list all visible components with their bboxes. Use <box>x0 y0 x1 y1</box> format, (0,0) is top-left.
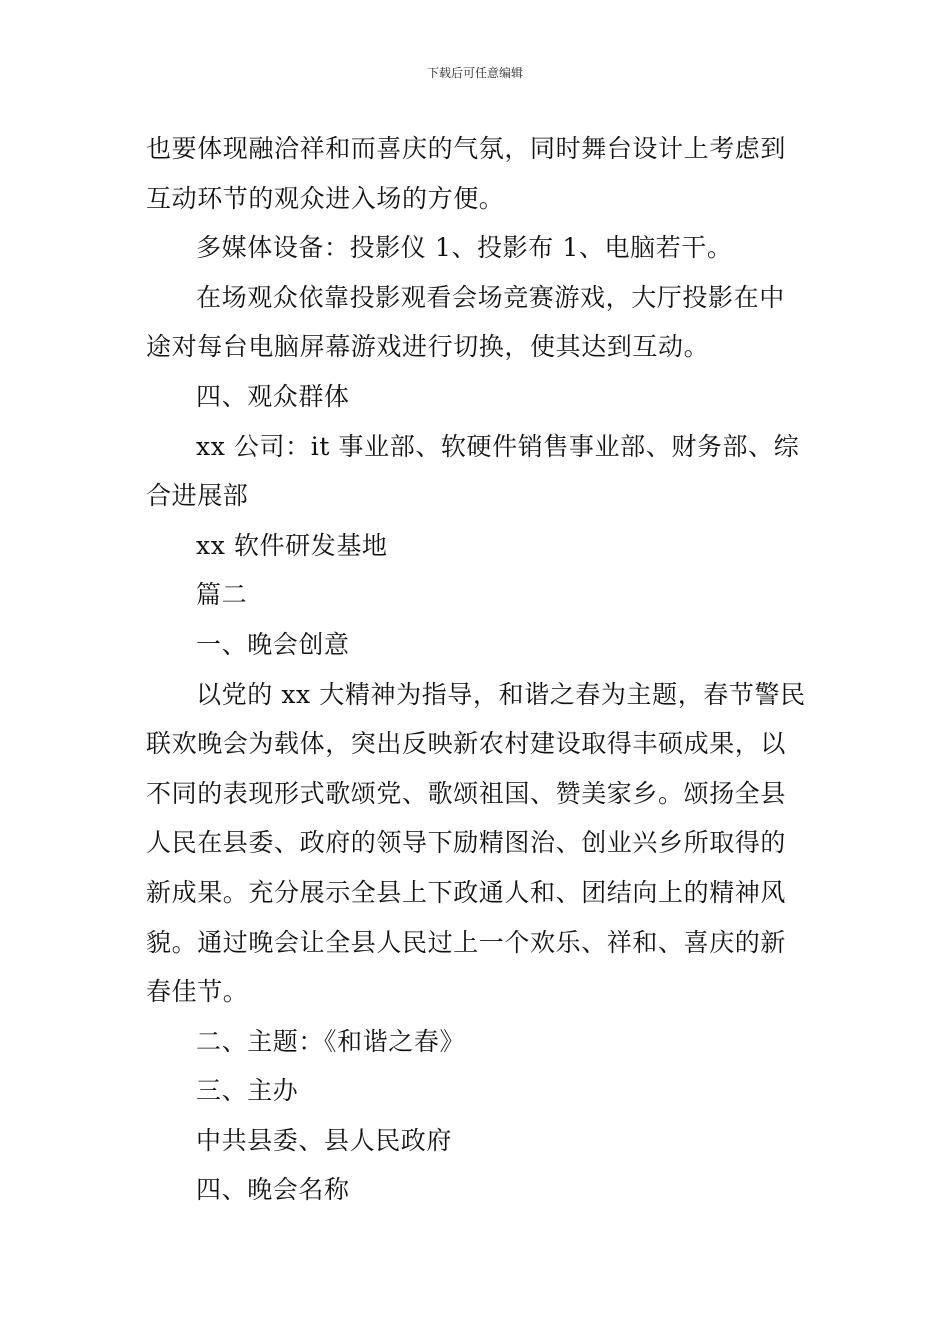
text-line: 以党的 xx 大精神为指导，和谐之春为主题，春节警民 <box>196 679 806 709</box>
section-heading: 三、主办 <box>196 1076 299 1106</box>
text-line: 新成果。充分展示全县上下政通人和、团结向上的精神风 <box>146 877 787 907</box>
text-line: xx 公司：it 事业部、软硬件销售事业部、财务部、综 <box>196 431 800 461</box>
text-line: 貌。通过晚会让全县人民过上一个欢乐、祥和、喜庆的新 <box>146 927 787 957</box>
document-body <box>146 124 806 1215</box>
text-line: 多媒体设备：投影仪 1、投影布 1、电脑若干。 <box>196 233 733 263</box>
page-header: 下载后可任意编辑 <box>426 66 523 80</box>
text-line: 在场观众依靠投影观看会场竞赛游戏，大厅投影在中 <box>196 282 785 312</box>
text-line: 春佳节。 <box>146 977 249 1007</box>
text-line: 也要体现融洽祥和而喜庆的气氛，同时舞台设计上考虑到 <box>146 134 787 163</box>
section-heading: 二、主题：《和谐之春》 <box>196 1026 466 1056</box>
text-line: 途对每台电脑屏幕游戏进行切换，使其达到互动。 <box>146 332 710 362</box>
section-heading: 一、晚会创意 <box>196 629 350 659</box>
text-line: 合进展部 <box>146 481 249 511</box>
text-line: xx 软件研发基地 <box>196 530 388 560</box>
text-line: 不同的表现形式歌颂党、歌颂祖国、赞美家乡。颂扬全县 <box>146 778 787 808</box>
text-line: 中共县委、县人民政府 <box>196 1125 453 1155</box>
text-line: 人民在县委、政府的领导下励精图治、创业兴乡所取得的 <box>146 828 787 858</box>
section-heading: 四、晚会名称 <box>196 1175 350 1205</box>
text-line: 互动环节的观众进入场的方便。 <box>146 183 505 213</box>
text-line: 联欢晚会为载体，突出反映新农村建设取得丰硕成果，以 <box>146 729 787 759</box>
chapter-heading: 篇二 <box>196 580 248 610</box>
section-heading: 四、观众群体 <box>196 381 350 411</box>
